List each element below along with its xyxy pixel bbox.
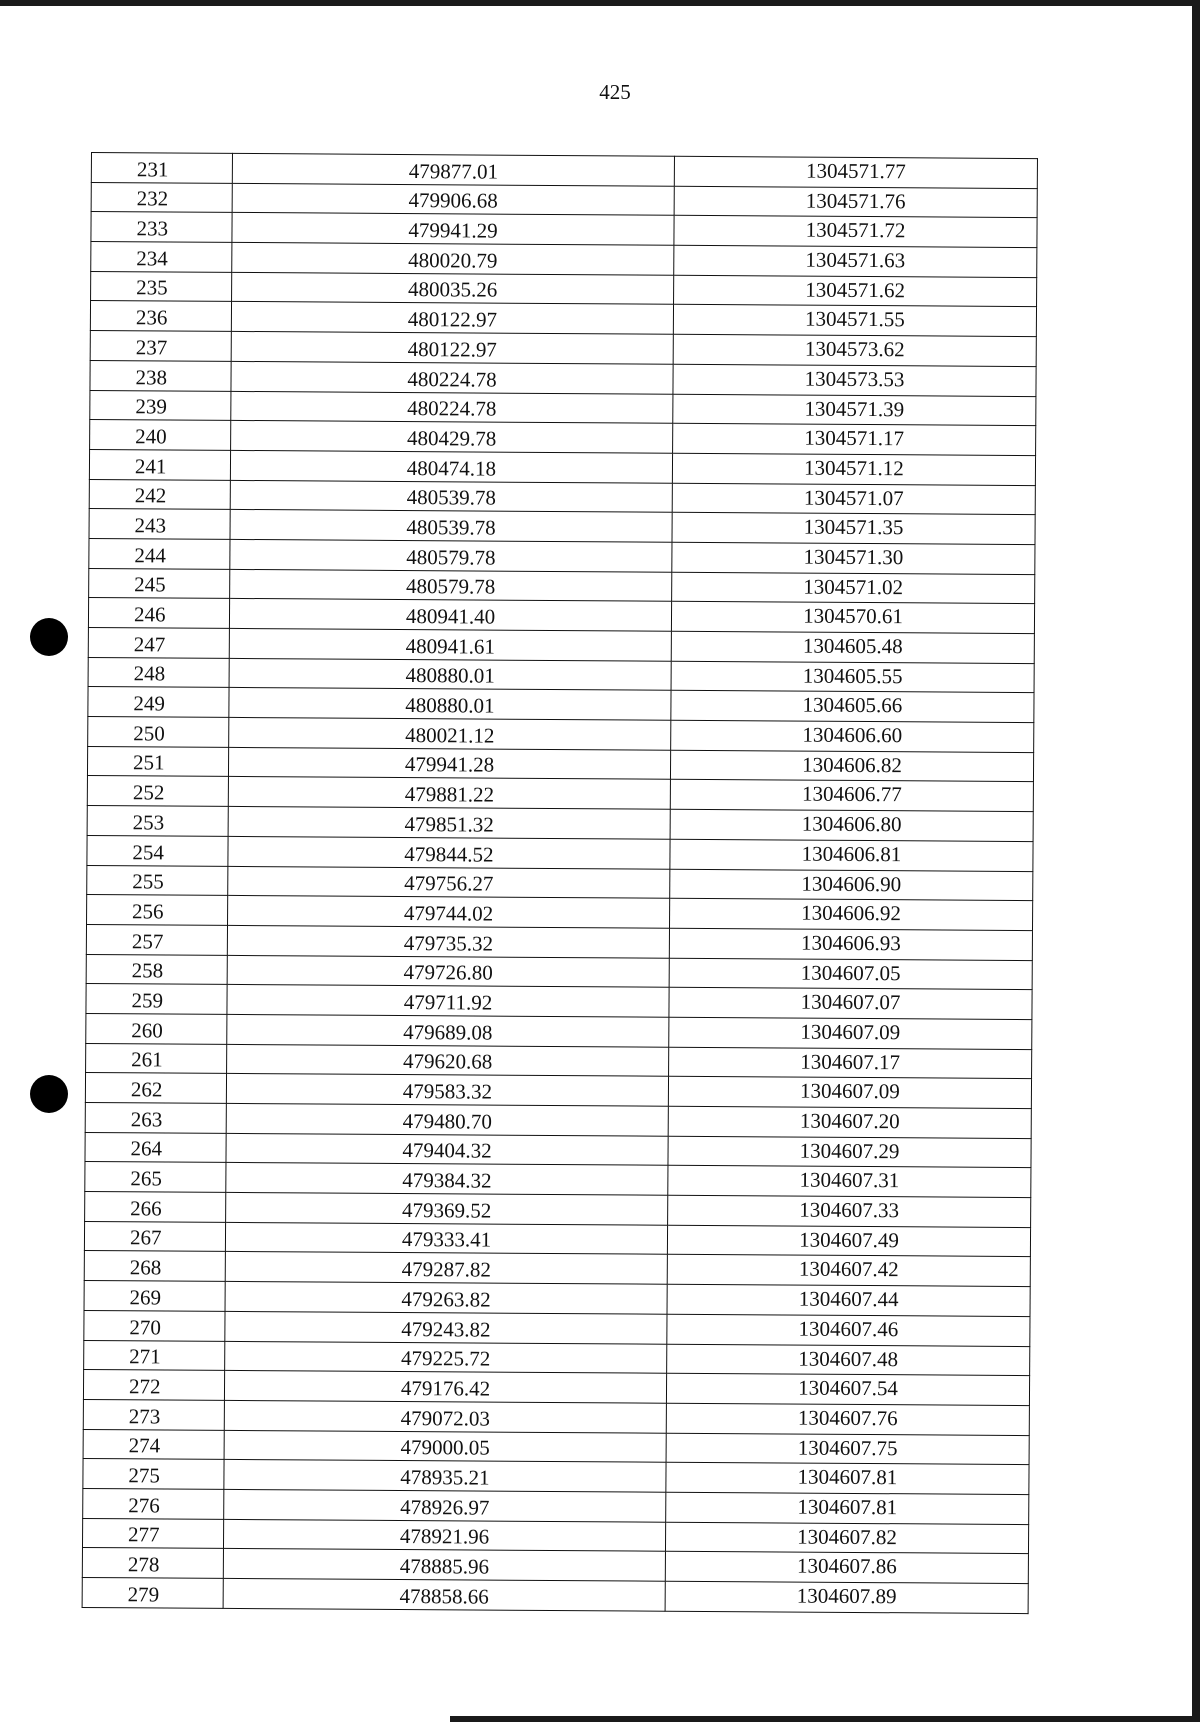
point-id-cell: 265 <box>85 1162 226 1193</box>
point-id-cell: 262 <box>85 1073 226 1104</box>
x-coordinate-cell: 478885.96 <box>223 1549 665 1582</box>
y-coordinate-cell: 1304607.46 <box>667 1314 1030 1346</box>
point-id-cell: 248 <box>88 657 229 688</box>
x-coordinate-cell: 480122.97 <box>231 332 673 365</box>
x-coordinate-cell: 479877.01 <box>232 153 674 186</box>
y-coordinate-cell: 1304573.53 <box>673 364 1036 396</box>
y-coordinate-cell: 1304571.72 <box>674 216 1037 248</box>
point-id-cell: 269 <box>84 1281 225 1312</box>
point-id-cell: 259 <box>86 984 227 1015</box>
scan-edge-bottom <box>450 1716 1200 1722</box>
x-coordinate-cell: 479756.27 <box>228 866 670 899</box>
y-coordinate-cell: 1304607.20 <box>668 1106 1031 1138</box>
y-coordinate-cell: 1304573.62 <box>673 334 1036 366</box>
x-coordinate-cell: 480880.01 <box>229 688 671 721</box>
x-coordinate-cell: 479906.68 <box>232 183 674 216</box>
x-coordinate-cell: 479881.22 <box>228 777 670 810</box>
table-row <box>82 1577 1028 1613</box>
x-coordinate-cell: 478926.97 <box>224 1489 666 1522</box>
x-coordinate-cell: 480941.61 <box>229 628 671 661</box>
x-coordinate-cell: 479176.42 <box>224 1371 666 1404</box>
y-coordinate-cell: 1304606.80 <box>670 809 1033 841</box>
x-coordinate-cell: 480579.78 <box>230 539 672 572</box>
point-id-cell: 261 <box>86 1043 227 1074</box>
y-coordinate-cell: 1304607.09 <box>669 1017 1032 1049</box>
page-number: 425 <box>599 80 631 104</box>
x-coordinate-cell: 478858.66 <box>223 1578 665 1611</box>
x-coordinate-cell: 479243.82 <box>225 1311 667 1344</box>
point-id-cell: 241 <box>89 449 230 480</box>
y-coordinate-cell: 1304607.49 <box>667 1225 1030 1257</box>
x-coordinate-cell: 479844.52 <box>228 836 670 869</box>
point-id-cell: 239 <box>90 390 231 421</box>
punch-hole-mark <box>30 618 68 656</box>
point-id-cell: 242 <box>89 479 230 510</box>
point-id-cell: 264 <box>85 1132 226 1163</box>
point-id-cell: 235 <box>91 271 232 302</box>
x-coordinate-cell: 479744.02 <box>228 896 670 929</box>
x-coordinate-cell: 480941.40 <box>229 599 671 632</box>
point-id-cell: 240 <box>90 420 231 451</box>
x-coordinate-cell: 479941.29 <box>232 213 674 246</box>
y-coordinate-cell: 1304571.12 <box>672 453 1035 485</box>
point-id-cell: 254 <box>87 835 228 866</box>
y-coordinate-cell: 1304607.09 <box>668 1077 1031 1109</box>
y-coordinate-cell: 1304606.90 <box>670 869 1033 901</box>
y-coordinate-cell: 1304607.89 <box>665 1581 1028 1613</box>
y-coordinate-cell: 1304605.55 <box>671 661 1034 693</box>
point-id-cell: 231 <box>91 153 232 184</box>
y-coordinate-cell: 1304607.29 <box>668 1136 1031 1168</box>
point-id-cell: 233 <box>91 212 232 243</box>
x-coordinate-cell: 480035.26 <box>232 272 674 305</box>
y-coordinate-cell: 1304606.77 <box>670 780 1033 812</box>
x-coordinate-cell: 480122.97 <box>231 302 673 335</box>
y-coordinate-cell: 1304571.02 <box>672 572 1035 604</box>
y-coordinate-cell: 1304606.82 <box>670 750 1033 782</box>
point-id-cell: 247 <box>88 627 229 658</box>
x-coordinate-cell: 480579.78 <box>230 569 672 602</box>
x-coordinate-cell: 479384.32 <box>226 1163 668 1196</box>
point-id-cell: 273 <box>83 1399 224 1430</box>
y-coordinate-cell: 1304571.63 <box>674 245 1037 277</box>
y-coordinate-cell: 1304606.92 <box>670 898 1033 930</box>
y-coordinate-cell: 1304571.17 <box>673 423 1036 455</box>
point-id-cell: 236 <box>90 301 231 332</box>
y-coordinate-cell: 1304607.82 <box>665 1522 1028 1554</box>
y-coordinate-cell: 1304571.39 <box>673 394 1036 426</box>
point-id-cell: 260 <box>86 1013 227 1044</box>
point-id-cell: 237 <box>90 331 231 362</box>
point-id-cell: 279 <box>82 1577 223 1608</box>
point-id-cell: 243 <box>89 509 230 540</box>
y-coordinate-cell: 1304606.93 <box>669 928 1032 960</box>
x-coordinate-cell: 479072.03 <box>224 1400 666 1433</box>
point-id-cell: 275 <box>83 1459 224 1490</box>
point-id-cell: 255 <box>87 865 228 896</box>
y-coordinate-cell: 1304570.61 <box>671 602 1034 634</box>
y-coordinate-cell: 1304571.35 <box>672 513 1035 545</box>
x-coordinate-cell: 479583.32 <box>226 1074 668 1107</box>
y-coordinate-cell: 1304607.05 <box>669 958 1032 990</box>
y-coordinate-cell: 1304607.42 <box>667 1255 1030 1287</box>
x-coordinate-cell: 480224.78 <box>231 391 673 424</box>
point-id-cell: 276 <box>83 1488 224 1519</box>
x-coordinate-cell: 480224.78 <box>231 361 673 394</box>
x-coordinate-cell: 480021.12 <box>229 717 671 750</box>
point-id-cell: 238 <box>90 360 231 391</box>
point-id-cell: 234 <box>91 242 232 273</box>
y-coordinate-cell: 1304607.76 <box>666 1403 1029 1435</box>
point-id-cell: 249 <box>88 687 229 718</box>
punch-hole-mark <box>30 1075 68 1113</box>
point-id-cell: 278 <box>82 1548 223 1579</box>
x-coordinate-cell: 479735.32 <box>227 925 669 958</box>
y-coordinate-cell: 1304607.86 <box>665 1552 1028 1584</box>
x-coordinate-cell: 479620.68 <box>227 1044 669 1077</box>
point-id-cell: 245 <box>89 568 230 599</box>
scan-edge-top <box>0 0 1200 6</box>
y-coordinate-cell: 1304607.54 <box>666 1373 1029 1405</box>
scan-edge-right <box>1192 0 1200 1722</box>
point-id-cell: 266 <box>85 1192 226 1223</box>
x-coordinate-cell: 479480.70 <box>226 1103 668 1136</box>
point-id-cell: 253 <box>87 806 228 837</box>
point-id-cell: 258 <box>86 954 227 985</box>
point-id-cell: 270 <box>84 1310 225 1341</box>
x-coordinate-cell: 479369.52 <box>226 1192 668 1225</box>
y-coordinate-cell: 1304571.30 <box>672 542 1035 574</box>
x-coordinate-cell: 478921.96 <box>223 1519 665 1552</box>
x-coordinate-cell: 479287.82 <box>225 1252 667 1285</box>
coordinate-table-body <box>82 153 1037 1614</box>
x-coordinate-cell: 479726.80 <box>227 955 669 988</box>
x-coordinate-cell: 479333.41 <box>225 1222 667 1255</box>
point-id-cell: 256 <box>87 895 228 926</box>
point-id-cell: 244 <box>89 538 230 569</box>
y-coordinate-cell: 1304605.66 <box>671 691 1034 723</box>
x-coordinate-cell: 479225.72 <box>225 1341 667 1374</box>
y-coordinate-cell: 1304605.48 <box>671 631 1034 663</box>
y-coordinate-cell: 1304607.81 <box>666 1492 1029 1524</box>
x-coordinate-cell: 479851.32 <box>228 807 670 840</box>
point-id-cell: 232 <box>91 182 232 213</box>
x-coordinate-cell: 479941.28 <box>228 747 670 780</box>
point-id-cell: 274 <box>83 1429 224 1460</box>
x-coordinate-cell: 479000.05 <box>224 1430 666 1463</box>
x-coordinate-cell: 479263.82 <box>225 1282 667 1315</box>
point-id-cell: 277 <box>82 1518 223 1549</box>
y-coordinate-cell: 1304607.81 <box>666 1462 1029 1494</box>
x-coordinate-cell: 480880.01 <box>229 658 671 691</box>
point-id-cell: 263 <box>85 1102 226 1133</box>
x-coordinate-cell: 480429.78 <box>231 421 673 454</box>
y-coordinate-cell: 1304571.76 <box>674 186 1037 218</box>
point-id-cell: 267 <box>84 1221 225 1252</box>
x-coordinate-cell: 480474.18 <box>230 450 672 483</box>
y-coordinate-cell: 1304607.48 <box>667 1344 1030 1376</box>
y-coordinate-cell: 1304607.31 <box>668 1166 1031 1198</box>
point-id-cell: 257 <box>86 924 227 955</box>
y-coordinate-cell: 1304607.33 <box>668 1195 1031 1227</box>
y-coordinate-cell: 1304571.55 <box>673 305 1036 337</box>
y-coordinate-cell: 1304606.60 <box>671 720 1034 752</box>
point-id-cell: 251 <box>87 746 228 777</box>
y-coordinate-cell: 1304571.62 <box>674 275 1037 307</box>
x-coordinate-cell: 478935.21 <box>224 1460 666 1493</box>
y-coordinate-cell: 1304607.17 <box>669 1047 1032 1079</box>
y-coordinate-cell: 1304607.75 <box>666 1433 1029 1465</box>
y-coordinate-cell: 1304607.07 <box>669 988 1032 1020</box>
y-coordinate-cell: 1304571.77 <box>674 156 1037 188</box>
point-id-cell: 268 <box>84 1251 225 1282</box>
x-coordinate-cell: 479404.32 <box>226 1133 668 1166</box>
point-id-cell: 252 <box>87 776 228 807</box>
x-coordinate-cell: 479689.08 <box>227 1014 669 1047</box>
point-id-cell: 271 <box>84 1340 225 1371</box>
y-coordinate-cell: 1304606.81 <box>670 839 1033 871</box>
x-coordinate-cell: 480020.79 <box>232 242 674 275</box>
point-id-cell: 272 <box>83 1370 224 1401</box>
x-coordinate-cell: 479711.92 <box>227 985 669 1018</box>
x-coordinate-cell: 480539.78 <box>230 510 672 543</box>
y-coordinate-cell: 1304571.07 <box>672 483 1035 515</box>
coordinate-table <box>82 152 1038 1614</box>
point-id-cell: 250 <box>88 717 229 748</box>
x-coordinate-cell: 480539.78 <box>230 480 672 513</box>
point-id-cell: 246 <box>88 598 229 629</box>
y-coordinate-cell: 1304607.44 <box>667 1284 1030 1316</box>
